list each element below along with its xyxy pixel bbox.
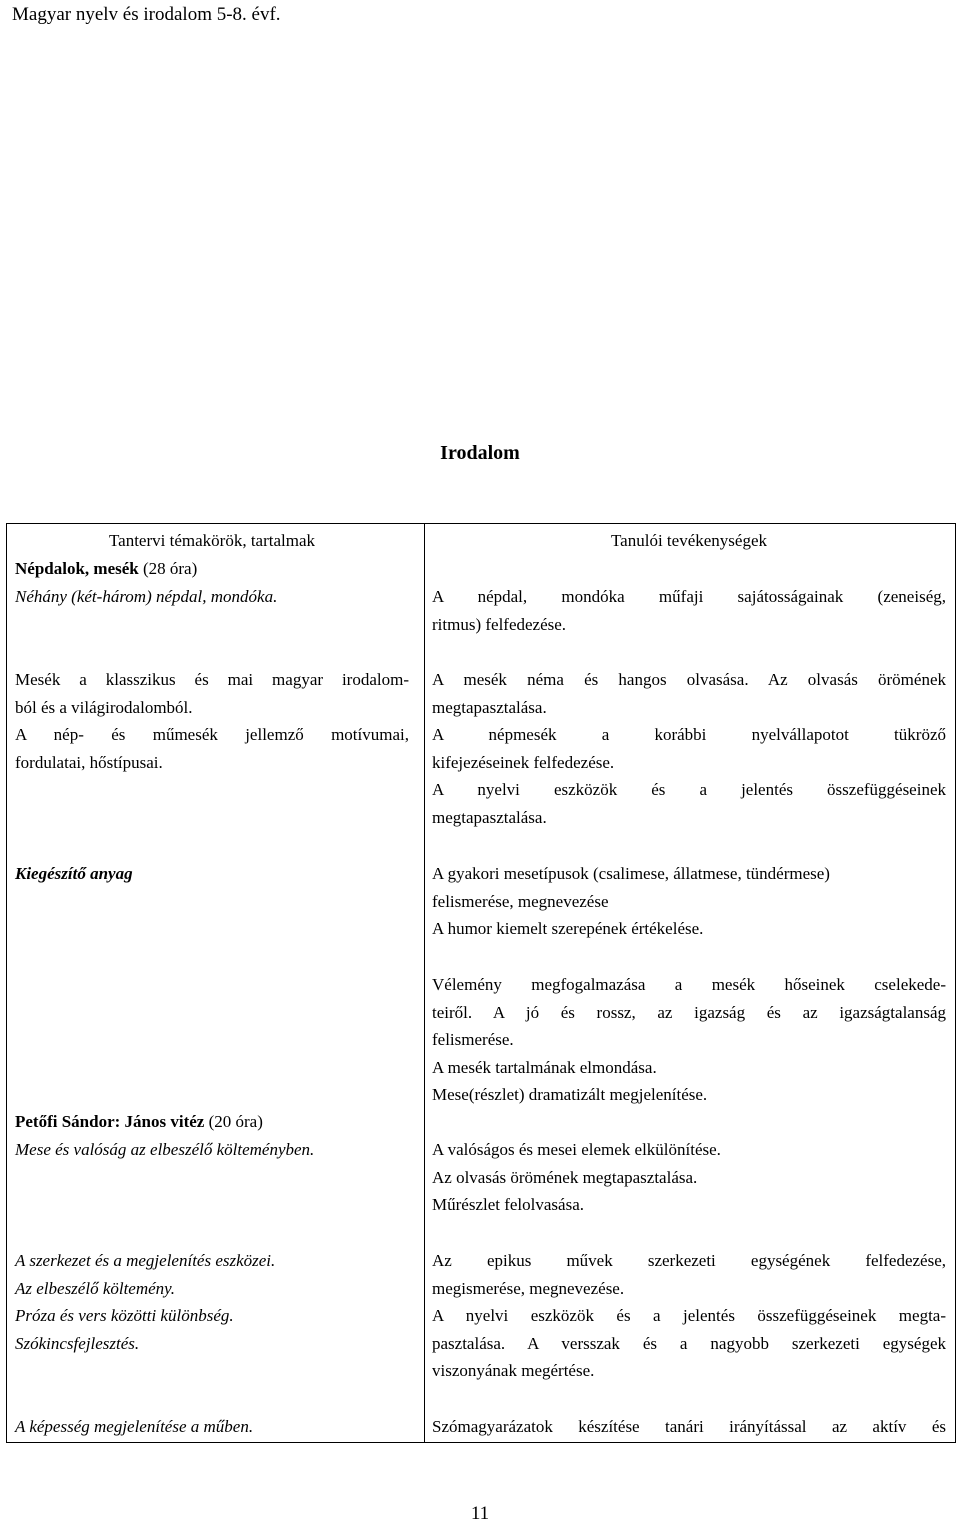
activity-line: A mesék tartalmának elmondása. xyxy=(432,1057,657,1077)
activity-line: A humor kiemelt szerepének értékelése. xyxy=(432,919,704,939)
activity-folk-song xyxy=(432,583,946,638)
activity-line: viszonyának megértése. xyxy=(432,1361,595,1381)
content-line: A nép- és műmesék jellemző motívumai, xyxy=(15,725,409,745)
content-line: ból és a világirodalomból. xyxy=(15,697,193,717)
content-structure xyxy=(15,1247,409,1357)
content-ability: A képesség megjelenítése a műben. xyxy=(15,1417,254,1436)
activity-glossary: Szómagyarázatok készítése tanári irányítással az aktív és xyxy=(432,1417,946,1436)
activity-line: Az epikus művek szerkezeti egységének felfedezése, xyxy=(432,1251,946,1270)
activity-reading xyxy=(432,666,946,832)
activity-line: teiről. A jó és rossz, az igazság és az igazságtalanság xyxy=(432,1002,946,1022)
activity-line: A népdal, mondóka műfaji sajátosságainak (zeneiség, xyxy=(432,587,946,606)
left-column-header: Tantervi témakörök, tartalmak xyxy=(108,531,316,550)
activity-line: A nyelvi eszközök és a jelentés összefüggéseinek megta- xyxy=(432,1306,946,1326)
activity-epic-structure xyxy=(432,1247,946,1385)
topic-hours: (28 óra) xyxy=(138,559,198,578)
activity-line: ritmus) felfedezése. xyxy=(432,614,567,634)
activity-line: kifejezéseinek felfedezése. xyxy=(432,752,615,772)
document-header: Magyar nyelv és irodalom 5-8. évf. xyxy=(12,4,281,25)
activity-line: Mese(részlet) dramatizált megjelenítése. xyxy=(432,1085,708,1105)
activity-line: pasztalása. A versszak és a nagyobb szerkezeti egységek xyxy=(432,1333,946,1353)
activity-line: A gyakori mesetípusok (csalimese, állatmese, tündérmese) xyxy=(432,864,830,883)
activity-line: megtapasztalása. xyxy=(432,697,547,717)
activity-line: A népmesék a korábbi nyelvállapotot tükröző xyxy=(432,725,946,745)
content-tales xyxy=(15,666,409,776)
activity-line: A mesék néma és hangos olvasása. Az olvasás örömének xyxy=(432,670,946,689)
content-line: fordulatai, hőstípusai. xyxy=(15,752,163,772)
supplementary-material-label: Kiegészítő anyag xyxy=(15,864,133,883)
section-title: Irodalom xyxy=(440,442,520,464)
content-line: Próza és vers közötti különbség. xyxy=(15,1306,234,1326)
column-divider xyxy=(424,524,425,1442)
topic-subtitle: Néhány (két-három) népdal, mondóka. xyxy=(15,586,278,606)
activity-line: megismerése, megnevezése. xyxy=(432,1278,625,1298)
topic-hours: (20 óra) xyxy=(204,1112,263,1131)
activity-line: megtapasztalása. xyxy=(432,807,547,827)
activity-line: Az olvasás örömének megtapasztalása. xyxy=(432,1167,698,1187)
curriculum-table xyxy=(6,523,956,1443)
activity-opinion xyxy=(432,971,946,1109)
activity-line: Műrészlet felolvasása. xyxy=(432,1195,584,1215)
activity-line: A nyelvi eszközök és a jelentés összefüggéseinek xyxy=(432,780,946,800)
page-number: 11 xyxy=(470,1503,490,1524)
content-line: A szerkezet és a megjelenítés eszközei. xyxy=(15,1251,276,1270)
activity-line: felismerése, megnevezése xyxy=(432,891,609,911)
activity-line: Vélemény megfogalmazása a mesék hőseinek cselekede- xyxy=(432,975,946,994)
topic-title: Petőfi Sándor: János vitéz xyxy=(15,1112,205,1131)
topic-title: Népdalok, mesék xyxy=(15,559,139,578)
topic-subtitle: Mese és valóság az elbeszélő költeményben. xyxy=(15,1139,315,1159)
activity-line: felismerése. xyxy=(432,1030,514,1050)
right-column-header: Tanulói tevékenységek xyxy=(610,531,767,550)
activity-tale-types xyxy=(432,860,946,943)
activity-line: A valóságos és mesei elemek elkülönítése. xyxy=(432,1140,721,1159)
topic-folk-songs-tales xyxy=(15,555,409,610)
content-line: Az elbeszélő költemény. xyxy=(15,1278,176,1298)
topic-janos-vitez xyxy=(15,1108,409,1163)
content-line: Szókincsfejlesztés. xyxy=(15,1333,140,1353)
activity-reality-tale xyxy=(432,1136,946,1219)
content-line: Mesék a klasszikus és mai magyar irodalom- xyxy=(15,670,409,689)
